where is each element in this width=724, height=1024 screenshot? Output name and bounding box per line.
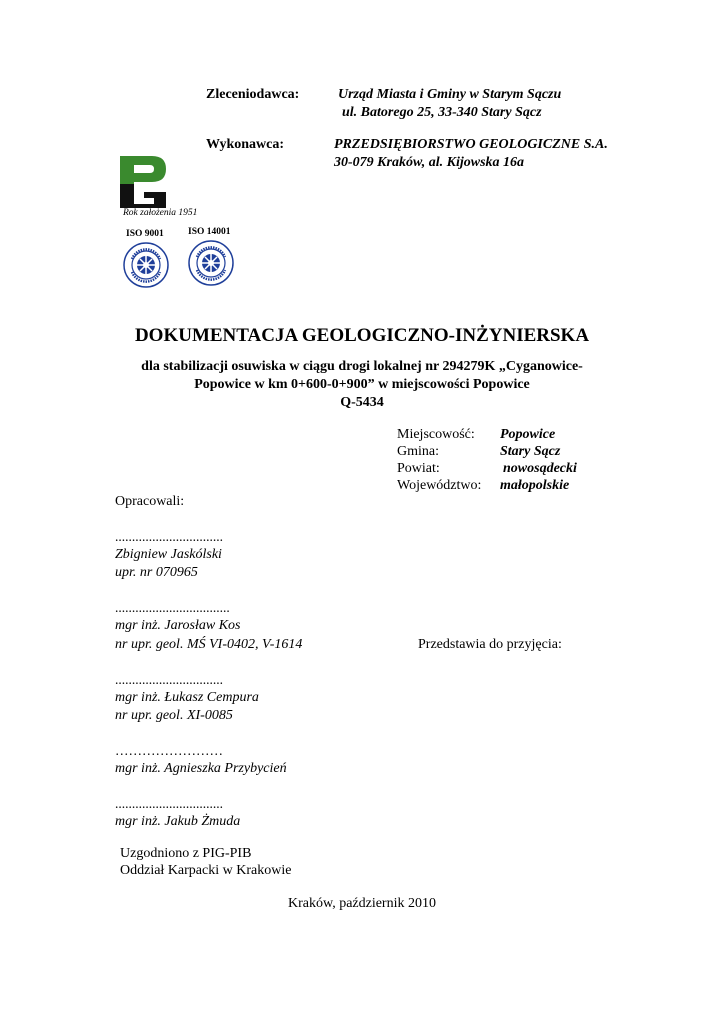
authors-heading: Opracowali: xyxy=(115,494,185,509)
document-subtitle-line1: dla stabilizacji osuwiska w ciągu drogi lokalnej nr 294279K „Cyganowice- xyxy=(141,359,583,374)
author-license: nr upr. geol. XI-0085 xyxy=(115,708,233,723)
seal-icon xyxy=(122,241,170,289)
signature-dots: ................................ xyxy=(115,672,223,687)
author-name: mgr inż. Jakub Żmuda xyxy=(115,814,241,829)
place-date: Kraków, październik 2010 xyxy=(288,896,436,911)
document-code: Q-5434 xyxy=(340,395,384,410)
signature-dots: …………………… xyxy=(115,743,223,758)
contractor-name: PRZEDSIĘBIORSTWO GEOLOGICZNE S.A. xyxy=(334,137,608,152)
location-value-county: nowosądecki xyxy=(503,461,577,476)
author-name: Zbigniew Jaskólski xyxy=(115,547,222,562)
location-value-voivodeship: małopolskie xyxy=(500,478,570,493)
iso-14001-seal xyxy=(187,239,235,287)
signature-dots: ................................ xyxy=(115,796,223,811)
signature-dots: ................................ xyxy=(115,529,223,544)
author-name: mgr inż. Łukasz Cempura xyxy=(115,690,259,705)
author-name: mgr inż. Jarosław Kos xyxy=(115,618,241,633)
iso-14001-label: ISO 14001 xyxy=(188,227,231,237)
location-label-town: Miejscowość: xyxy=(397,427,475,442)
location-value-town: Popowice xyxy=(500,427,556,442)
founded-text: Rok założenia 1951 xyxy=(123,208,198,218)
company-logo xyxy=(118,156,170,208)
client-name: Urząd Miasta i Gminy w Starym Sączu xyxy=(338,87,562,102)
approval-line2: Oddział Karpacki w Krakowie xyxy=(120,863,292,878)
signature-dots: .................................. xyxy=(115,600,230,615)
seal-icon xyxy=(187,239,235,287)
presented-for-approval: Przedstawia do przyjęcia: xyxy=(418,637,562,652)
contractor-address: 30-079 Kraków, al. Kijowska 16a xyxy=(334,155,525,170)
location-label-county: Powiat: xyxy=(397,461,440,476)
document-title: DOKUMENTACJA GEOLOGICZNO-INŻYNIERSKA xyxy=(134,325,590,346)
location-value-commune: Stary Sącz xyxy=(500,444,561,459)
client-label: Zleceniodawca: xyxy=(206,87,300,102)
location-label-voivodeship: Województwo: xyxy=(397,478,482,493)
pg-logo-icon xyxy=(118,156,170,208)
location-label-commune: Gmina: xyxy=(397,444,439,459)
contractor-label: Wykonawca: xyxy=(206,137,285,152)
approval-line1: Uzgodniono z PIG-PIB xyxy=(120,846,252,861)
author-license: nr upr. geol. MŚ VI-0402, V-1614 xyxy=(115,637,303,652)
author-license: upr. nr 070965 xyxy=(115,565,198,580)
client-address: ul. Batorego 25, 33-340 Stary Sącz xyxy=(342,105,542,120)
iso-9001-seal xyxy=(122,241,170,289)
iso-9001-label: ISO 9001 xyxy=(126,229,164,239)
document-subtitle-line2: Popowice w km 0+600-0+900” w miejscowości Popowice xyxy=(194,377,530,392)
author-name: mgr inż. Agnieszka Przybycień xyxy=(115,761,287,776)
